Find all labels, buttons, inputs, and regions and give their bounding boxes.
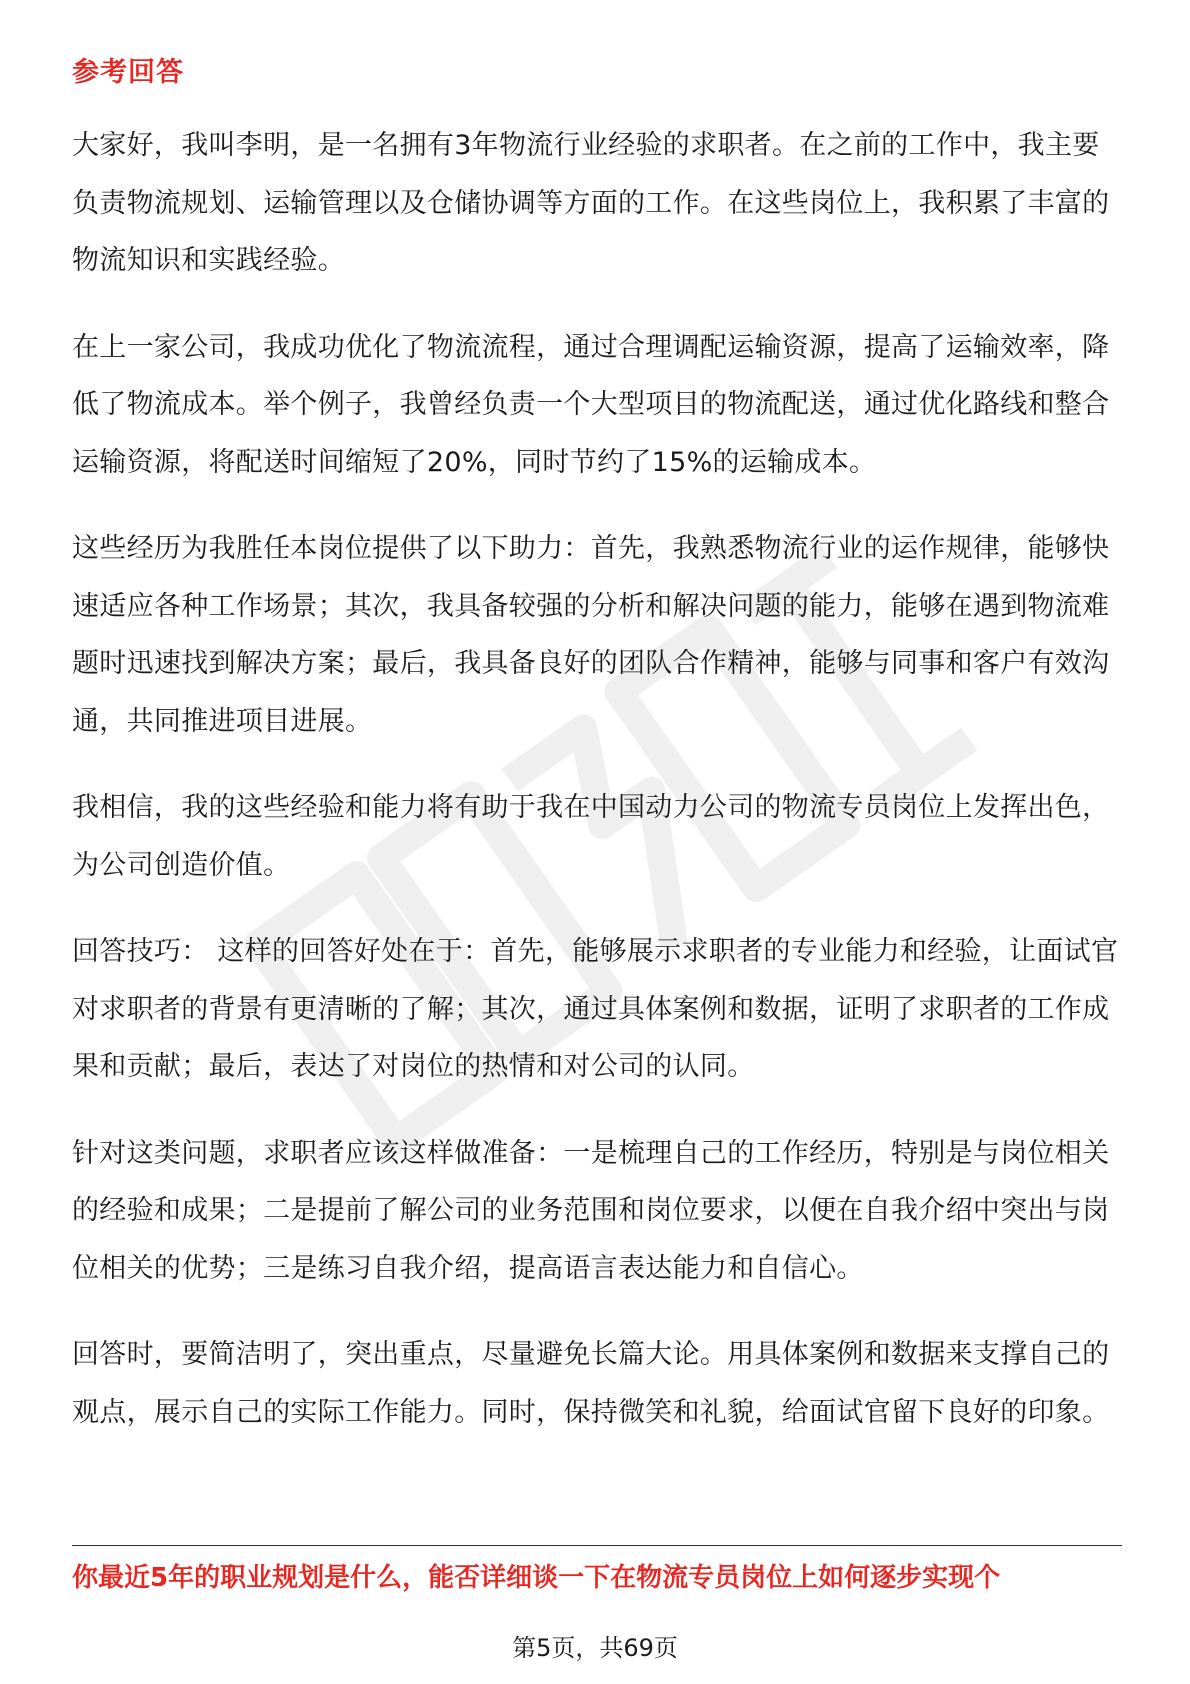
answer-paragraph-achievement: 在上一家公司，我成功优化了物流流程，通过合理调配运输资源，提高了运输效率，降低了物流成本。举个例子，我曾经负责一个大型项目的物流配送，通过优化路线和整合运输资源，将配送时间缩短了20%，同时节约了15%的运输成本。	[72, 331, 1110, 478]
section-divider	[72, 1545, 1122, 1546]
preparation-paragraph: 针对这类问题，求职者应该这样做准备：一是梳理自己的工作经历，特别是与岗位相关的经验和成果；二是提前了解公司的业务范围和岗位要求，以便在自我介绍中突出与岗位相关的优势；三是练习自我介绍，提高语言表达能力和自信心。	[72, 1137, 1110, 1284]
answer-paragraph-conclusion: 我相信，我的这些经验和能力将有助于我在中国动力公司的物流专员岗位上发挥出色，为公司创造价值。	[72, 792, 1110, 881]
next-question-heading: 你最近5年的职业规划是什么，能否详细谈一下在物流专员岗位上如何逐步实现个	[72, 1563, 1001, 1593]
answer-tips-paragraph: 回答技巧： 这样的回答好处在于：首先，能够展示求职者的专业能力和经验，让面试官对求职者的背景有更清晰的了解；其次，通过具体案例和数据，证明了求职者的工作成果和贡献；最后，表达了对岗位的热情和对公司的认同。	[72, 936, 1119, 1082]
page-number: 第5页，共69页	[512, 1634, 678, 1662]
delivery-advice-paragraph: 回答时，要简洁明了，突出重点，尽量避免长篇大论。用具体案例和数据来支撑自己的观点，展示自己的实际工作能力。同时，保持微笑和礼貌，给面试官留下良好的印象。	[72, 1339, 1110, 1428]
answer-paragraph-strengths: 这些经历为我胜任本岗位提供了以下助力：首先，我熟悉物流行业的运作规律，能够快速适应各种工作场景；其次，我具备较强的分析和解决问题的能力，能够在遇到物流难题时迅速找到解决方案；最后，我具备良好的团队合作精神，能够与同事和客户有效沟通，共同推进项目进展。	[72, 533, 1110, 737]
answer-body	[72, 117, 1122, 1470]
section-heading: 参考回答	[72, 57, 184, 88]
answer-paragraph-intro: 大家好，我叫李明，是一名拥有3年物流行业经验的求职者。在之前的工作中，我主要负责物流规划、运输管理以及仓储协调等方面的工作。在这些岗位上，我积累了丰富的物流知识和实践经验。	[72, 130, 1110, 276]
